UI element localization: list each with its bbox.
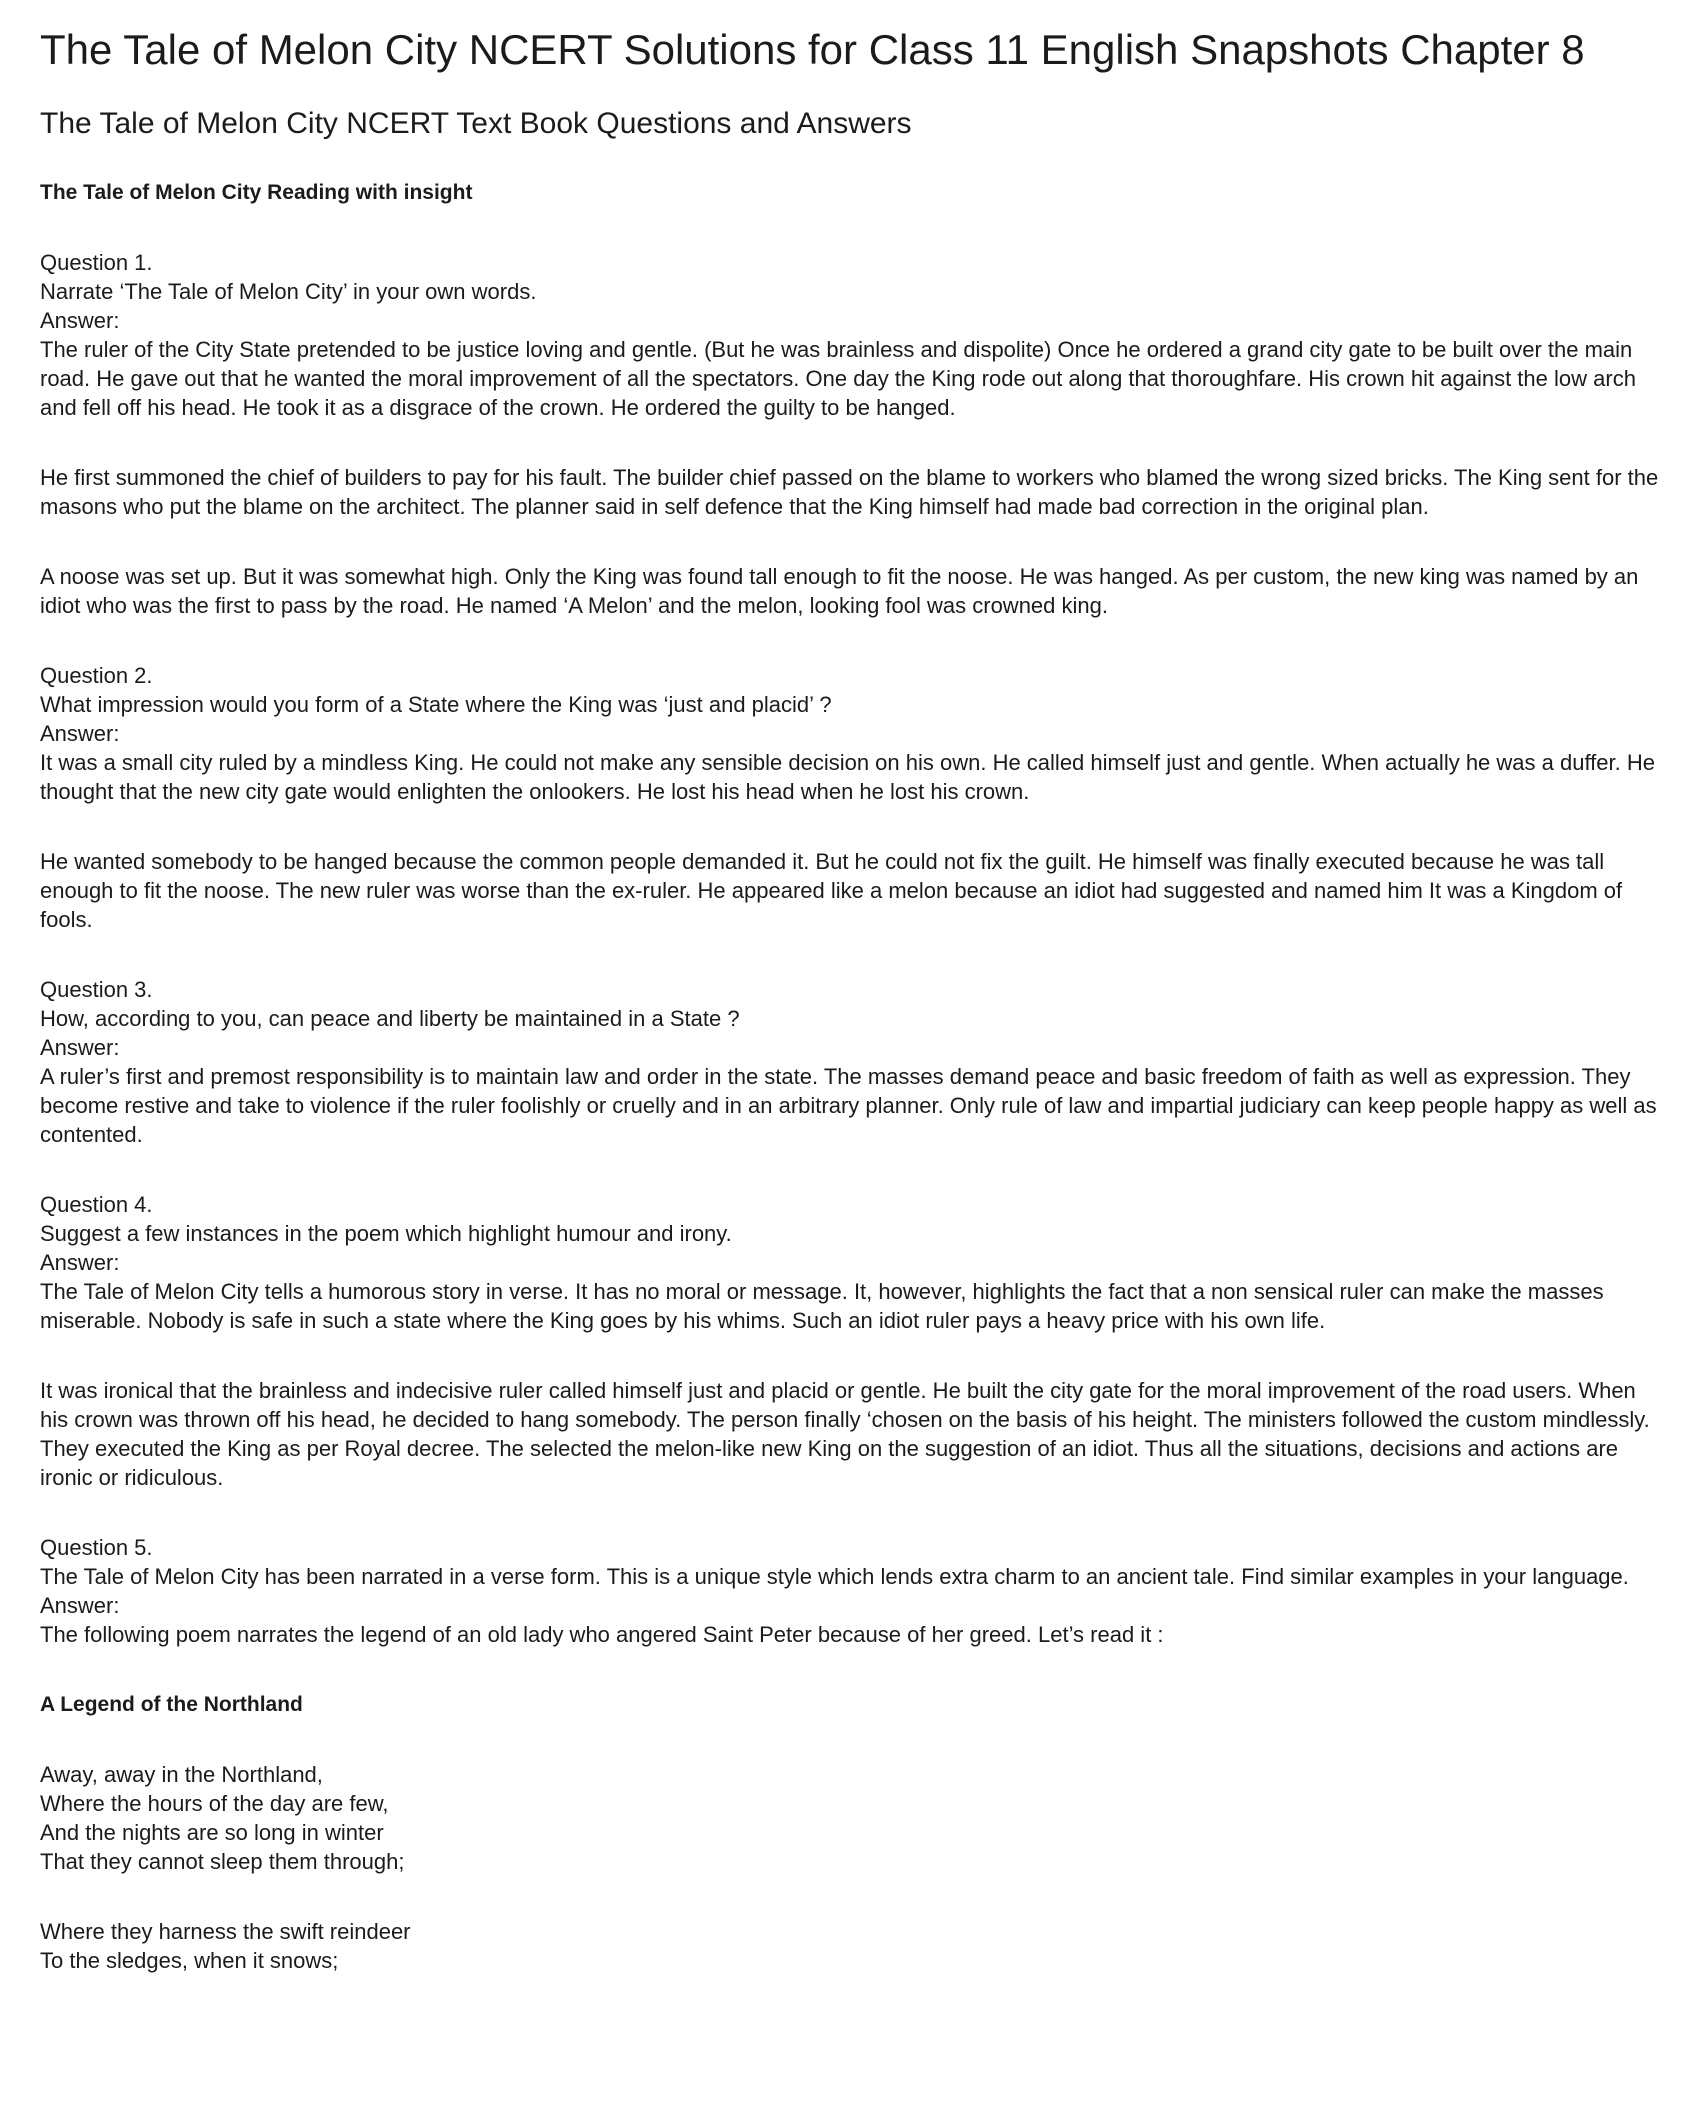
poem-line: To the sledges, when it snows; bbox=[40, 1948, 339, 1973]
question-block-1 bbox=[40, 248, 1660, 620]
question-3-answer-paragraph: A ruler’s first and premost responsibility is to maintain law and order in the state. The masses demand peace and basic freedom of faith as well as expression. They become restive and take to violence if the ruler foolishly or cruelly and in an arbitrary planner. Only rule of law and impartial judiciary can keep people happy as well as contented. bbox=[40, 1064, 1657, 1147]
poem-line: That they cannot sleep them through; bbox=[40, 1849, 405, 1874]
question-4-label: Question 4. bbox=[40, 1192, 153, 1217]
poem-line: Where they harness the swift reindeer bbox=[40, 1919, 411, 1944]
question-2-answer-paragraph: He wanted somebody to be hanged because the common people demanded it. But he could not fix the guilt. He himself was finally executed because he was tall enough to fit the noose. The new ruler was worse than the ex-ruler. He appeared like a melon because an idiot had suggested and named him It was a Kingdom of fools. bbox=[40, 849, 1623, 932]
poem-stanza-2 bbox=[40, 1917, 1660, 1975]
question-1-answer-paragraph: The ruler of the City State pretended to be justice loving and gentle. (But he was brainless and dispolite) Once he ordered a grand city gate to be built over the main road. He gave out that he wanted the moral improvement of all the spectators. One day the King rode out along that thoroughfare. His crown hit against the low arch and fell off his head. He took it as a disgrace of the crown. He ordered the guilty to be hanged. bbox=[40, 337, 1636, 420]
poem-line: Away, away in the Northland, bbox=[40, 1762, 323, 1787]
question-4-text: Suggest a few instances in the poem which highlight humour and irony. bbox=[40, 1221, 732, 1246]
question-block-3 bbox=[40, 975, 1660, 1149]
poem-stanza-1 bbox=[40, 1760, 1660, 1876]
question-1-answer-paragraph: A noose was set up. But it was somewhat high. Only the King was found tall enough to fit the noose. He was hanged. As per custom, the new king was named by an idiot who was the first to pass by the road. He named ‘A Melon’ and the melon, looking fool was crowned king. bbox=[40, 564, 1639, 618]
question-block-4 bbox=[40, 1190, 1660, 1492]
question-block-2 bbox=[40, 661, 1660, 934]
question-4-answer-label: Answer: bbox=[40, 1250, 120, 1275]
poem-line: Where the hours of the day are few, bbox=[40, 1791, 389, 1816]
question-2-text: What impression would you form of a State where the King was ‘just and placid’ ? bbox=[40, 692, 832, 717]
section-title: The Tale of Melon City NCERT Text Book Questions and Answers bbox=[40, 107, 912, 140]
question-3-answer-label: Answer: bbox=[40, 1035, 120, 1060]
question-4-answer-paragraph: The Tale of Melon City tells a humorous story in verse. It has no moral or message. It, however, highlights the fact that a non sensical ruler can make the masses miserable. Nobody is safe in such a state where the King goes by his whims. Such an idiot ruler pays a heavy price with his own life. bbox=[40, 1279, 1604, 1333]
question-5-text: The Tale of Melon City has been narrated in a verse form. This is a unique style which lends extra charm to an ancient tale. Find similar examples in your language. bbox=[40, 1564, 1629, 1589]
question-1-label: Question 1. bbox=[40, 250, 153, 275]
poem-line: And the nights are so long in winter bbox=[40, 1820, 384, 1845]
question-5-answer-paragraph: The following poem narrates the legend of an old lady who angered Saint Peter because of her greed. Let’s read it : bbox=[40, 1622, 1164, 1647]
question-5-answer-label: Answer: bbox=[40, 1593, 120, 1618]
question-block-5 bbox=[40, 1533, 1660, 1649]
question-1-answer-paragraph: He first summoned the chief of builders to pay for his fault. The builder chief passed on the blame to workers who blamed the wrong sized bricks. The King sent for the masons who put the blame on the architect. The planner said in self defence that the King himself had made bad correction in the original plan. bbox=[40, 465, 1659, 519]
question-3-text: How, according to you, can peace and liberty be maintained in a State ? bbox=[40, 1006, 740, 1031]
question-2-answer-paragraph: It was a small city ruled by a mindless King. He could not make any sensible decision on his own. He called himself just and gentle. When actually he was a duffer. He thought that the new city gate would enlighten the onlookers. He lost his head when he lost his crown. bbox=[40, 750, 1655, 804]
question-5-label: Question 5. bbox=[40, 1535, 153, 1560]
question-1-answer-label: Answer: bbox=[40, 308, 120, 333]
question-1-text: Narrate ‘The Tale of Melon City’ in your own words. bbox=[40, 279, 537, 304]
question-2-answer-label: Answer: bbox=[40, 721, 120, 746]
poem-title: A Legend of the Northland bbox=[40, 1693, 303, 1716]
question-2-label: Question 2. bbox=[40, 663, 153, 688]
reading-with-insight-heading: The Tale of Melon City Reading with insight bbox=[40, 181, 473, 204]
page-title: The Tale of Melon City NCERT Solutions for Class 11 English Snapshots Chapter 8 bbox=[40, 26, 1585, 73]
question-4-answer-paragraph: It was ironical that the brainless and indecisive ruler called himself just and placid or gentle. He built the city gate for the moral improvement of the road users. When his crown was thrown off his head, he decided to hang somebody. The person finally ‘chosen on the basis of his height. The ministers followed the custom mindlessly. They executed the King as per Royal decree. The selected the melon-like new King on the suggestion of an idiot. Thus all the situations, decisions and actions are ironic or ridiculous. bbox=[40, 1378, 1650, 1490]
question-3-label: Question 3. bbox=[40, 977, 153, 1002]
